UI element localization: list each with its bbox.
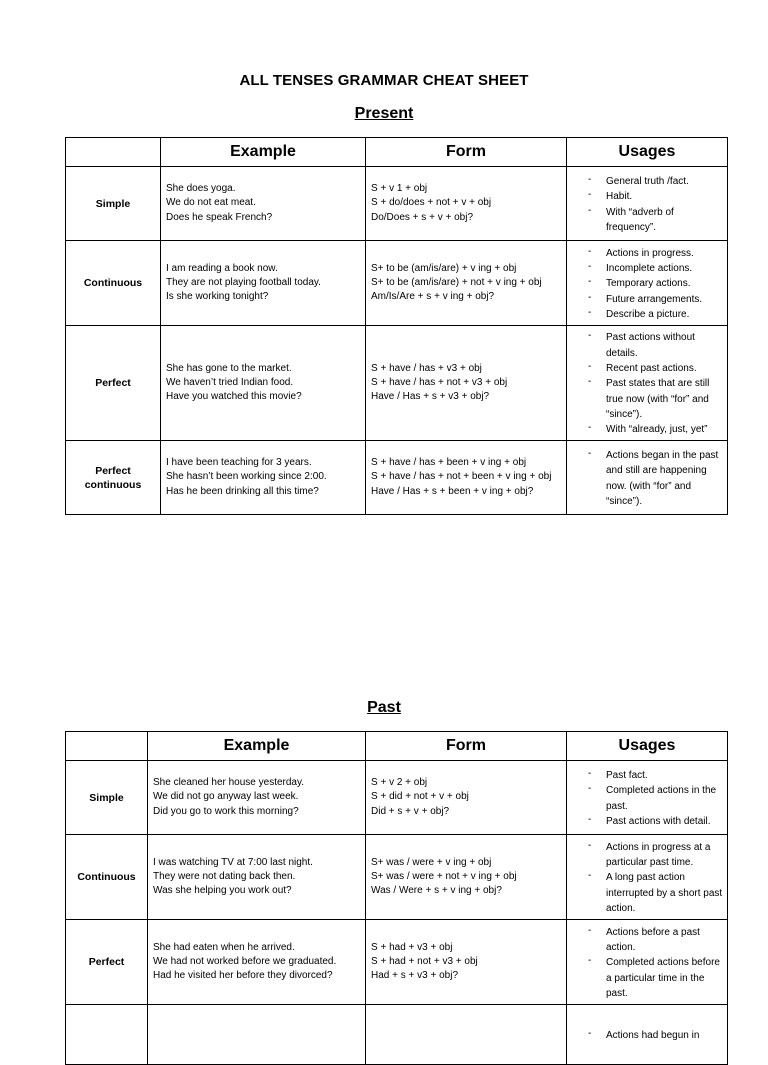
form-line: S + v 2 + obj: [371, 777, 428, 789]
usage-item: - General truth /fact.: [567, 174, 727, 189]
usage-item: - Temporary actions.: [567, 276, 727, 291]
usages-cell: [567, 920, 728, 1005]
form-line: Am/Is/Are + s + v ing + obj?: [371, 291, 495, 303]
form-line: S + had + not + v3 + obj: [371, 955, 478, 967]
example-line: We do not eat meat.: [166, 197, 256, 209]
form-line: S + v 1 + obj: [371, 183, 428, 195]
example-line: She does yoga.: [166, 183, 236, 195]
usage-item: - Past fact.: [567, 768, 727, 783]
form-header: Form: [366, 732, 567, 761]
form-line: S+ was / were + v ing + obj: [371, 856, 492, 868]
example-line: She hasn’t been working since 2:00.: [166, 471, 327, 483]
example-line: We haven’t tried Indian food.: [166, 376, 294, 388]
form-line: S+ to be (am/is/are) + not + v ing + obj: [371, 276, 542, 288]
table-row: [66, 1005, 728, 1065]
form-line: S + do/does + not + v + obj: [371, 197, 492, 209]
usage-item: - Past actions without details.: [567, 330, 727, 361]
form-line: Have / Has + s + v3 + obj?: [371, 391, 490, 403]
forms-cell: [366, 441, 567, 515]
form-line: Had + s + v3 + obj?: [371, 970, 459, 982]
header-row: [66, 138, 728, 167]
page-title: ALL TENSES GRAMMAR CHEAT SHEET: [239, 72, 529, 89]
usages-cell: [567, 1005, 728, 1065]
example-line: I have been teaching for 3 years.: [166, 457, 312, 469]
forms-cell: [366, 326, 567, 441]
forms-cell: [366, 761, 567, 835]
example-line: Does he speak French?: [166, 211, 273, 223]
forms-cell: [366, 167, 567, 241]
usage-item: - Recent past actions.: [567, 361, 727, 376]
usage-item: - A long past action interrupted by a short past action.: [567, 870, 727, 916]
usage-item: - Completed actions before a particular time in the past.: [567, 955, 727, 1001]
form-line: S+ was / were + not + v ing + obj: [371, 870, 517, 882]
table-row: [66, 835, 728, 920]
usages-cell: [567, 326, 728, 441]
example-line: Had he visited her before they divorced?: [153, 970, 333, 982]
forms-cell: [366, 835, 567, 920]
row-label: Perfect: [66, 920, 148, 1005]
examples-cell: [148, 920, 366, 1005]
example-line: They were not dating back then.: [153, 870, 296, 882]
example-line: Is she working tonight?: [166, 291, 269, 303]
usage-item: - Habit.: [567, 189, 727, 204]
forms-cell: [366, 1005, 567, 1065]
forms-cell: [366, 920, 567, 1005]
example-line: We did not go anyway last week.: [153, 791, 299, 803]
usages-cell: [567, 761, 728, 835]
form-line: Was / Were + s + v ing + obj?: [371, 885, 502, 897]
examples-cell: [161, 167, 366, 241]
example-line: Has he been drinking all this time?: [166, 485, 319, 497]
usage-item: - Future arrangements.: [567, 292, 727, 307]
form-header: Form: [366, 138, 567, 167]
examples-cell: [148, 835, 366, 920]
table-row: [66, 761, 728, 835]
example-line: She has gone to the market.: [166, 362, 292, 374]
table-row: [66, 167, 728, 241]
usage-item: - Actions in progress.: [567, 246, 727, 261]
form-line: S + had + v3 + obj: [371, 941, 453, 953]
usages-cell: [567, 241, 728, 326]
form-line: S + have / has + not + been + v ing + obj: [371, 471, 552, 483]
usage-item: - Past states that are still true now (with “for” and “since”).: [567, 376, 727, 422]
example-line: They are not playing football today.: [166, 276, 321, 288]
present-tense-table: [65, 137, 728, 515]
form-line: S+ to be (am/is/are) + v ing + obj: [371, 262, 517, 274]
table-row: [66, 441, 728, 515]
usages-header: Usages: [567, 732, 728, 761]
usage-item: - Actions had begun in: [567, 1028, 727, 1043]
forms-cell: [366, 241, 567, 326]
example-line: Was she helping you work out?: [153, 885, 292, 897]
corner-cell: [66, 732, 148, 761]
row-label: Simple: [66, 167, 161, 241]
example-header: Example: [161, 138, 366, 167]
form-line: S + did + not + v + obj: [371, 791, 469, 803]
past-tense-table: [65, 731, 728, 1065]
row-label: [66, 1005, 148, 1065]
row-label: Continuous: [66, 241, 161, 326]
usages-header: Usages: [567, 138, 728, 167]
examples-cell: [161, 241, 366, 326]
examples-cell: [161, 326, 366, 441]
corner-cell: [66, 138, 161, 167]
form-line: S + have / has + not + v3 + obj: [371, 376, 508, 388]
form-line: S + have / has + been + v ing + obj: [371, 457, 527, 469]
usage-item: - With “already, just, yet”: [567, 422, 727, 437]
example-line: We had not worked before we graduated.: [153, 955, 337, 967]
usage-item: - Actions began in the past and still are happening now. (with “for” and “since”).: [567, 448, 727, 509]
usage-item: - Past actions with detail.: [567, 814, 727, 829]
examples-cell: [148, 761, 366, 835]
example-line: Did you go to work this morning?: [153, 805, 299, 817]
usages-cell: [567, 167, 728, 241]
example-line: I was watching TV at 7:00 last night.: [153, 856, 313, 868]
usage-item: - With “adverb of frequency”.: [567, 205, 727, 236]
examples-cell: [161, 441, 366, 515]
usage-item: - Incomplete actions.: [567, 261, 727, 276]
form-line: Did + s + v + obj?: [371, 805, 450, 817]
usages-cell: [567, 835, 728, 920]
usage-item: - Describe a picture.: [567, 307, 727, 322]
present-section-title: Present: [354, 105, 414, 122]
example-line: She had eaten when he arrived.: [153, 941, 295, 953]
example-line: She cleaned her house yesterday.: [153, 777, 305, 789]
form-line: S + have / has + v3 + obj: [371, 362, 482, 374]
past-section-title: Past: [367, 699, 401, 716]
table-row: [66, 326, 728, 441]
row-label: Perfect: [66, 326, 161, 441]
example-line: I am reading a book now.: [166, 262, 278, 274]
usages-cell: [567, 441, 728, 515]
usage-item: - Completed actions in the past.: [567, 783, 727, 814]
form-line: Do/Does + s + v + obj?: [371, 211, 474, 223]
example-header: Example: [148, 732, 366, 761]
usage-item: - Actions in progress at a particular past time.: [567, 840, 727, 871]
row-label: Continuous: [66, 835, 148, 920]
row-label: Perfect continuous: [66, 441, 161, 515]
example-line: Have you watched this movie?: [166, 391, 302, 403]
table-row: [66, 241, 728, 326]
examples-cell: [148, 1005, 366, 1065]
header-row: [66, 732, 728, 761]
usage-item: - Actions before a past action.: [567, 925, 727, 956]
table-row: [66, 920, 728, 1005]
form-line: Have / Has + s + been + v ing + obj?: [371, 485, 534, 497]
row-label: Simple: [66, 761, 148, 835]
